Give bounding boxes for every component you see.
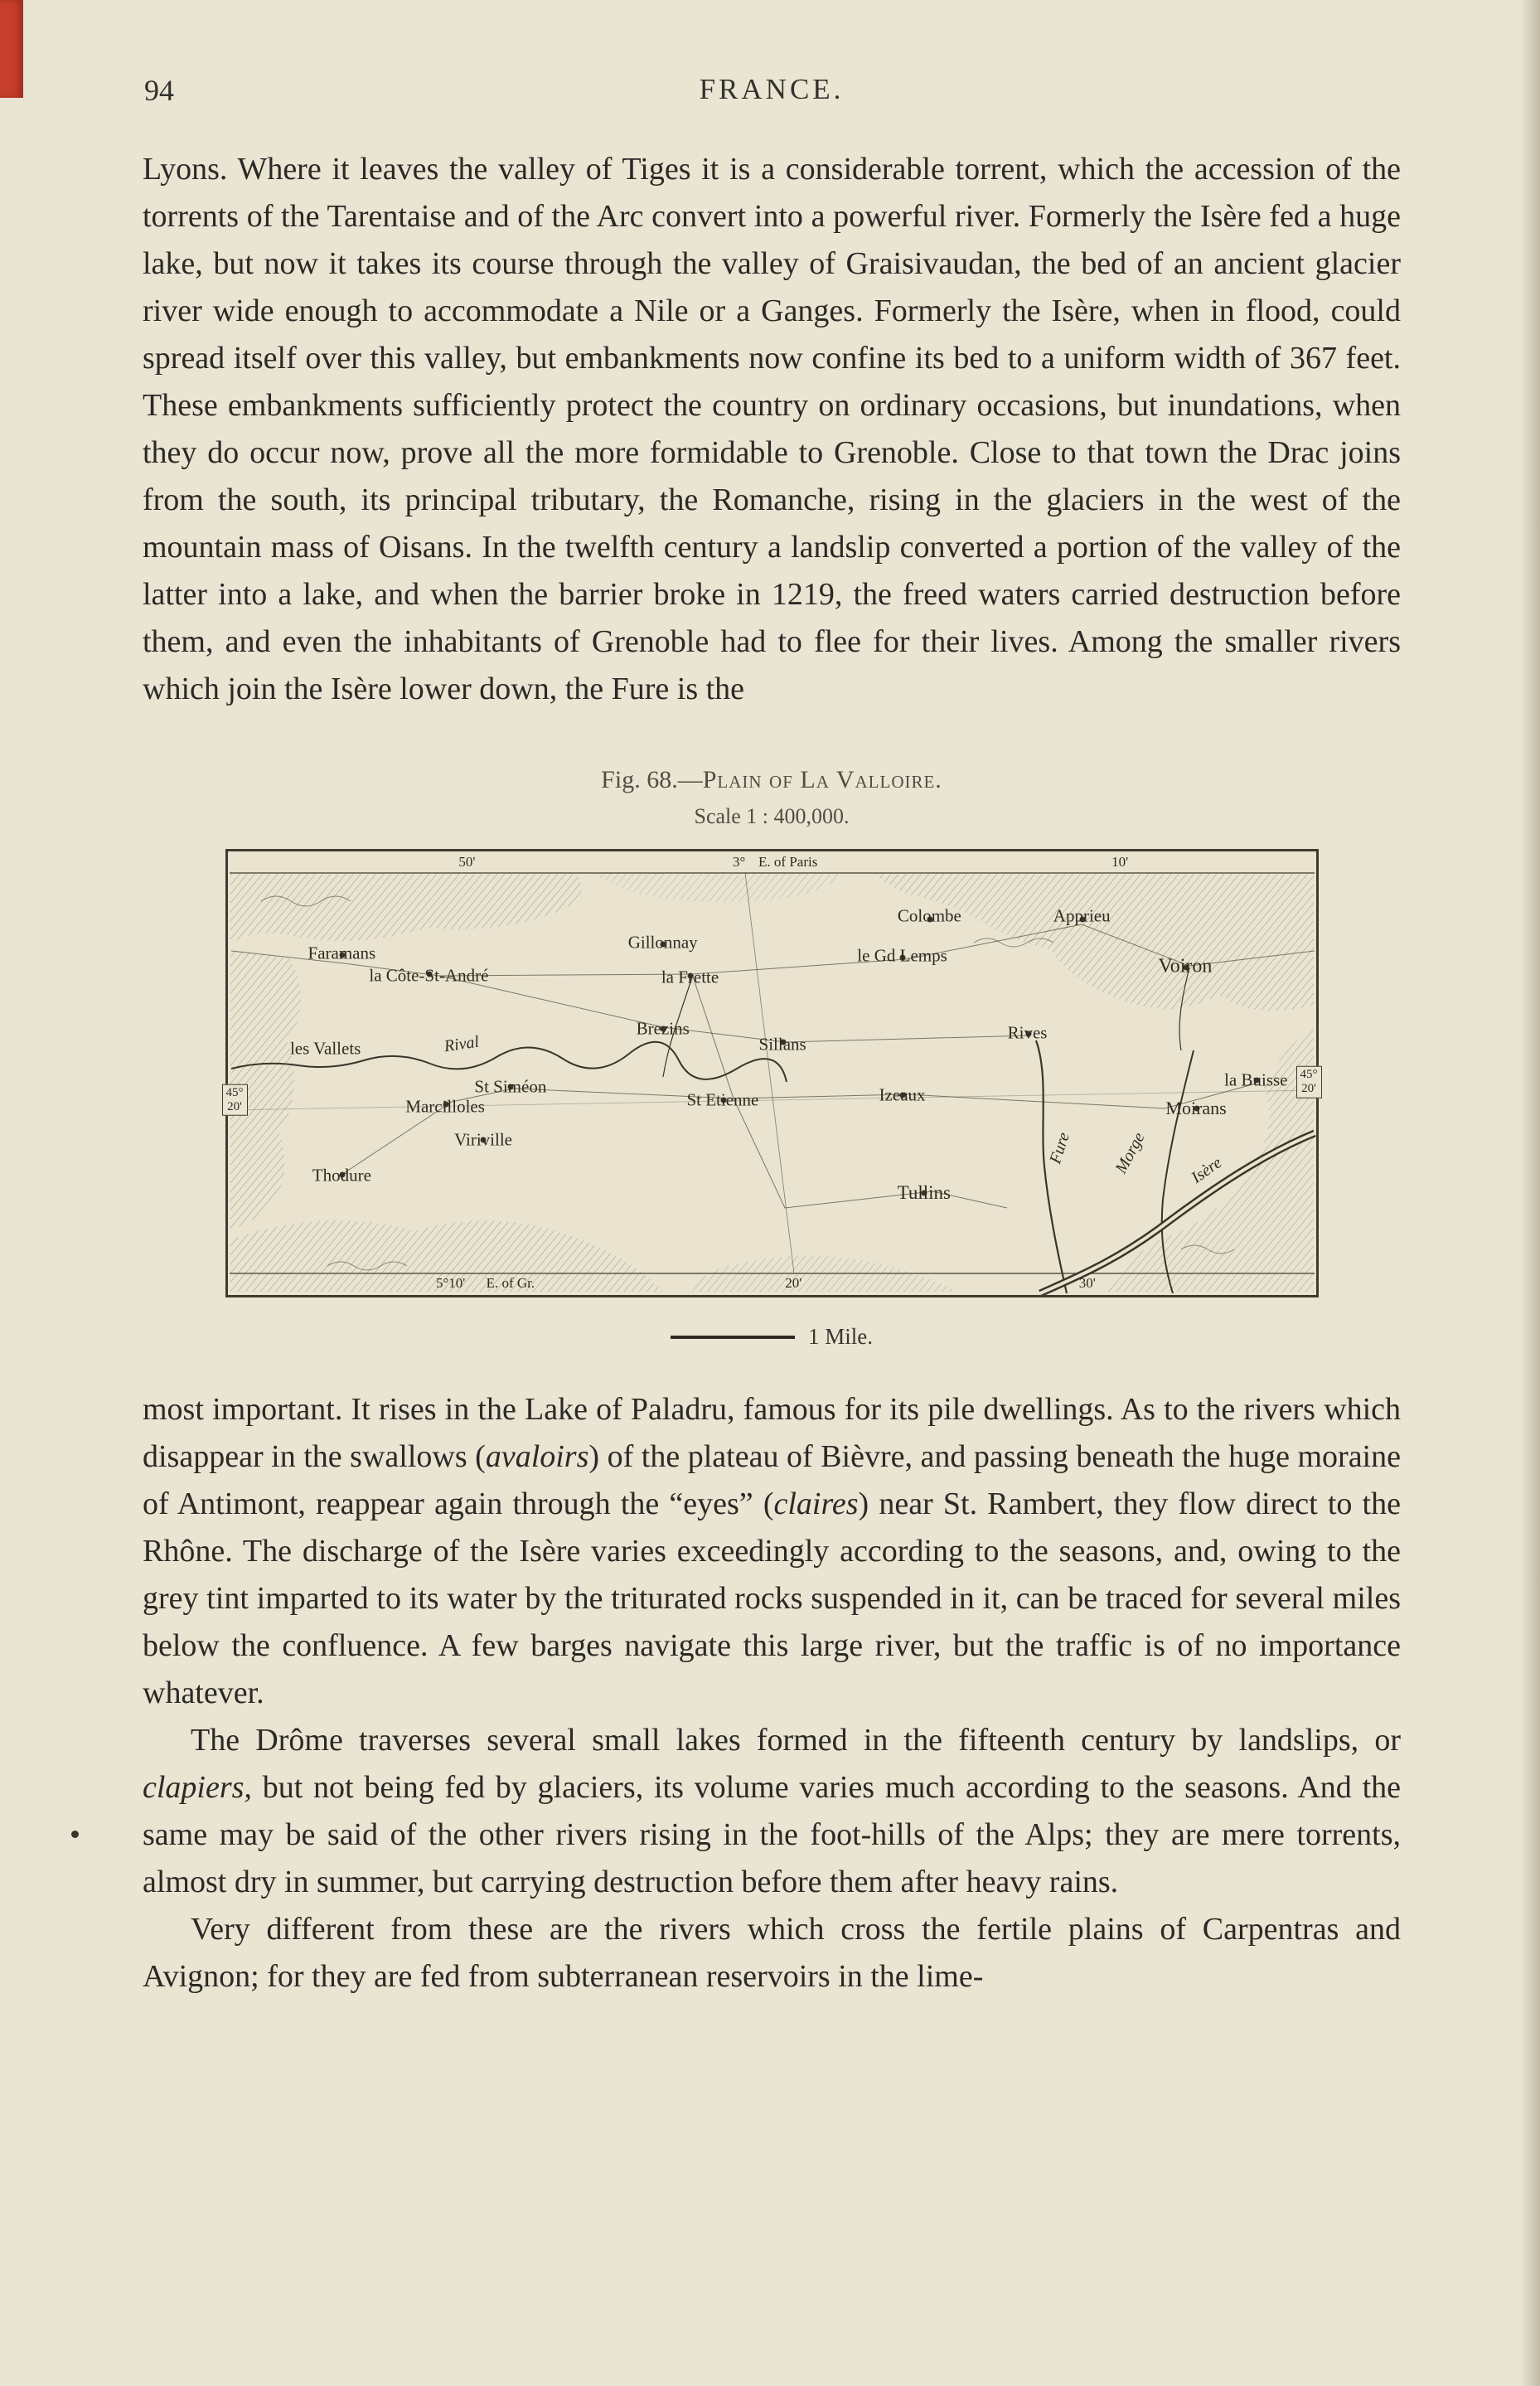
paragraph: most important. It rises in the Lake of Paladru, famous for its pile dwellings. As to the rivers which disappear in the swallows (avaloirs) of the plateau of Bièvre, and passing beneath the huge moraine of Antimont, reappear again through the “eyes” (claires) near St. Rambert, they flow direct to the Rhône. The discharge of the Isère varies exceedingly according to the seasons, and, owing to the grey tint imparted to its water by the triturated rocks suspended in it, can be traced for several miles below the confluence. A few barges navigate this large river, but the traffic is of no importance whatever. bbox=[143, 1392, 1401, 1710]
map-label: Moirans bbox=[1165, 1098, 1227, 1119]
map-label: Viriville bbox=[454, 1129, 512, 1150]
latitude-minutes: 20' bbox=[1301, 1082, 1316, 1096]
paragraph: Very different from these are the rivers which cross the fertile plains of Carpentras and Avignon; for they are fed from subterranean reservoirs in the lime- bbox=[143, 1912, 1401, 1994]
figure-68 bbox=[143, 766, 1401, 1350]
map-label: Gillonnay bbox=[627, 932, 698, 953]
map-label: Izeaux bbox=[879, 1084, 926, 1105]
map-axis-label: 5°10' bbox=[435, 1275, 466, 1291]
map-label: Colombe bbox=[897, 905, 961, 926]
paragraph: The Drôme traverses several small lakes formed in the fifteenth century by landslips, or clapiers, but not being fed by glaciers, its volume varies much according to the seasons. And the same may be said of the other rivers rising in the foot-hills of the Alps; they are mere torrents, almost dry in summer, but carrying destruction before them after heavy rains. bbox=[143, 1723, 1401, 1899]
map-label: Apprieu bbox=[1053, 905, 1111, 926]
map-axis-label: E. of Gr. bbox=[486, 1275, 535, 1291]
figure-caption-title: Plain of La Valloire. bbox=[702, 766, 942, 793]
running-header: FRANCE. bbox=[699, 73, 845, 105]
ink-speck bbox=[71, 1831, 79, 1838]
map-label: St Etienne bbox=[686, 1089, 759, 1110]
figure-caption-prefix: Fig. 68.— bbox=[601, 766, 703, 793]
map-label: Fure bbox=[1046, 1130, 1073, 1166]
map bbox=[225, 849, 1319, 1297]
map-label: Morge bbox=[1111, 1129, 1149, 1176]
figure-caption-block bbox=[143, 766, 1401, 829]
figure-caption bbox=[143, 766, 1401, 794]
map-label: Rival bbox=[443, 1032, 481, 1056]
map-axis-label: E. of Paris bbox=[758, 854, 818, 870]
map-label: Rives bbox=[1007, 1022, 1048, 1043]
map-label: Faramans bbox=[308, 943, 376, 963]
map-axis-label: 30' bbox=[1078, 1275, 1096, 1291]
latitude-degrees: 45° bbox=[225, 1085, 244, 1099]
page-number: 94 bbox=[144, 74, 174, 107]
map-label: Isère bbox=[1188, 1153, 1226, 1188]
latitude-edge-label-left bbox=[222, 1084, 248, 1116]
map-label: Marcilloles bbox=[405, 1096, 485, 1117]
body-text-bottom bbox=[143, 1386, 1401, 2000]
map-label: le Gd Lemps bbox=[857, 945, 947, 966]
map-axis-label: 20' bbox=[785, 1275, 802, 1291]
latitude-edge-label-right bbox=[1296, 1066, 1322, 1098]
scale-bar bbox=[143, 1324, 1401, 1350]
paragraph: Lyons. Where it leaves the valley of Tiges it is a considerable torrent, which the accession of the torrents of the Tarentaise and of the Arc convert into a powerful river. Formerly the Isère fed a huge lake, but now it takes its course through the valley of Graisivaudan, the bed of an ancient glacier river wide enough to accommodate a Nile or a Ganges. Formerly the Isère, when in flood, could spread itself over this valley, but embankments now confine its bed to a uniform width of 367 feet. These embankments sufficiently protect the country on ordinary occasions, but inundations, when they do occur now, prove all the more formidable to Grenoble. Close to that town the Drac joins from the south, its principal tributary, the Romanche, rising in the glaciers in the west of the mountain mass of Oisans. In the twelfth century a landslip converted a portion of the valley of the latter into a lake, and when the barrier broke in 1219, the freed waters carried destruction before them, and even the inhabitants of Grenoble had to flee for their lives. Among the smaller rivers which join the Isère lower down, the Fure is the bbox=[143, 152, 1401, 706]
map-label: Thodure bbox=[312, 1165, 371, 1186]
map-label: la Frette bbox=[661, 967, 719, 987]
map-label: Tullins bbox=[897, 1181, 951, 1203]
map-label: St Siméon bbox=[474, 1076, 547, 1097]
latitude-degrees: 45° bbox=[1300, 1067, 1318, 1081]
body-text-top bbox=[143, 146, 1401, 713]
map-axis-label: 50' bbox=[458, 854, 476, 870]
map-axis-label: 10' bbox=[1111, 854, 1129, 870]
scale-bar-line bbox=[671, 1336, 795, 1339]
map-label: les Vallets bbox=[289, 1038, 361, 1059]
map-drawing bbox=[225, 851, 1316, 1295]
latitude-minutes: 20' bbox=[227, 1099, 242, 1113]
scale-bar-label: 1 Mile. bbox=[808, 1324, 873, 1349]
map-axis-label: 3° bbox=[732, 854, 746, 870]
map-label: la Buisse bbox=[1224, 1069, 1288, 1090]
map-label: Voiron bbox=[1158, 955, 1213, 977]
scan-edge-artifact bbox=[0, 0, 23, 98]
map-label: la Côte-St-André bbox=[369, 965, 489, 986]
figure-scale-note: Scale 1 : 400,000. bbox=[694, 804, 850, 828]
map-label: Sillans bbox=[758, 1034, 806, 1055]
page-content bbox=[143, 0, 1401, 2000]
page-header bbox=[143, 73, 1401, 109]
map-label: Brezins bbox=[636, 1018, 690, 1039]
